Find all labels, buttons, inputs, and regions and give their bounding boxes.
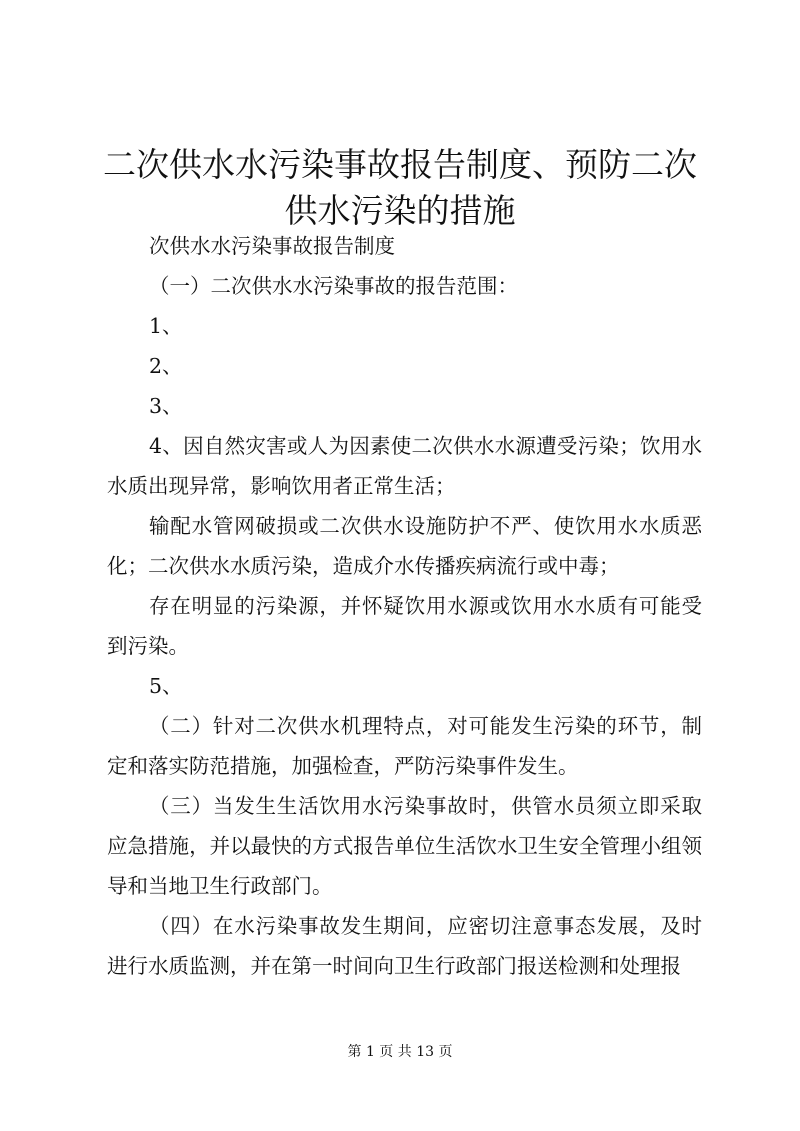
paragraph-subtitle: 次供水水污染事故报告制度 bbox=[149, 234, 395, 258]
page-title: 二次供水水污染事故报告制度、预防二次供水污染的措施 bbox=[103, 145, 697, 230]
paragraph-item-3: 3、 bbox=[149, 394, 183, 418]
paragraph-section-4: （四）在水污染事故发生期间，应密切注意事态发展，及时进行水质监测，并在第一时间向卫生行政部门报送检测和处理报 bbox=[107, 914, 702, 978]
paragraph-pipe-damage: 输配水管网破损或二次供水设施防护不严、使饮用水水质恶化；二次供水水质污染，造成介水传播疾病流行或中毒； bbox=[107, 514, 702, 578]
paragraph-pollution-source: 存在明显的污染源，并怀疑饮用水源或饮用水水质有可能受到污染。 bbox=[107, 594, 702, 658]
document-body bbox=[107, 226, 702, 986]
paragraph-item-5: 5、 bbox=[149, 674, 183, 698]
paragraph-item-1: 1、 bbox=[149, 314, 183, 338]
page-number-footer: 第 1 页 共 13 页 bbox=[347, 1044, 453, 1060]
paragraph-item-4: 4、因自然灾害或人为因素使二次供水水源遭受污染；饮用水水质出现异常，影响饮用者正常生活； bbox=[107, 434, 702, 498]
paragraph-section-3: （三）当发生生活饮用水污染事故时，供管水员须立即采取应急措施，并以最快的方式报告单位生活饮水卫生安全管理小组领导和当地卫生行政部门。 bbox=[107, 794, 702, 898]
paragraph-section-2: （二）针对二次供水机理特点，对可能发生污染的环节，制定和落实防范措施，加强检查，严防污染事件发生。 bbox=[107, 714, 702, 778]
paragraph-section-1: （一）二次供水水污染事故的报告范围： bbox=[149, 274, 518, 298]
paragraph-item-2: 2、 bbox=[149, 354, 183, 378]
